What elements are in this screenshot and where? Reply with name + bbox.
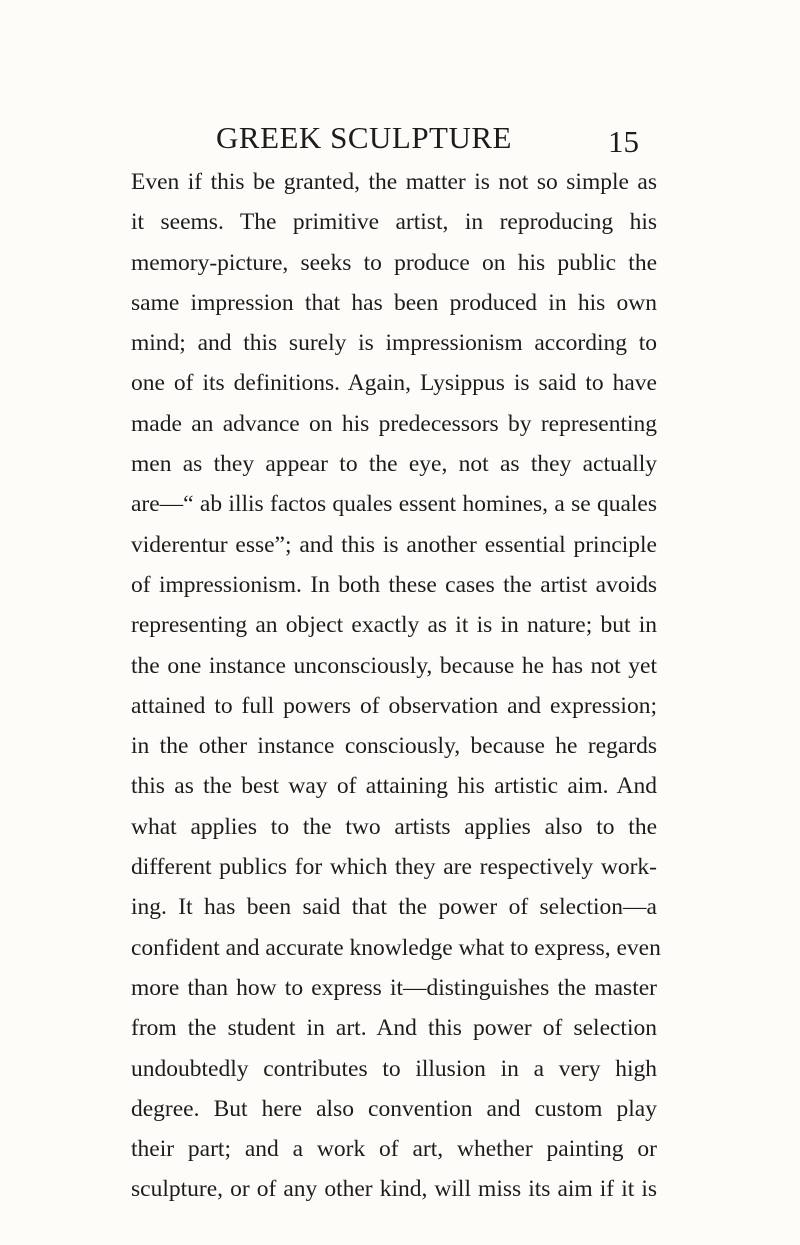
running-head-title: GREEK SCULPTURE: [216, 120, 512, 155]
body-text: [131, 162, 661, 1210]
text-line: viderentur esse”; and this is another essential principle: [131, 531, 657, 558]
page-number: 15: [608, 124, 639, 159]
text-line: from the student in art. And this power of selection: [131, 1015, 657, 1042]
text-line: ing. It has been said that the power of selection—a: [131, 894, 657, 921]
text-line: mind; and this surely is impressionism according to: [131, 330, 657, 357]
text-line: their part; and a work of art, whether painting or: [131, 1136, 657, 1163]
text-line: degree. But here also convention and custom play: [131, 1095, 657, 1122]
text-line: it seems. The primitive artist, in reproducing his: [131, 209, 657, 236]
text-line: memory-picture, seeks to produce on his public the: [131, 249, 657, 276]
text-line: in the other instance consciously, because he regards: [131, 733, 657, 760]
text-line: this as the best way of attaining his artistic aim. And: [131, 773, 657, 800]
text-line: different publics for which they are respectively work-: [131, 854, 657, 881]
text-line: attained to full powers of observation and expression;: [131, 692, 657, 719]
text-line: representing an object exactly as it is in nature; but in: [131, 612, 657, 639]
text-line: men as they appear to the eye, not as they actually: [131, 451, 657, 478]
text-line: sculpture, or of any other kind, will miss its aim if it is: [131, 1176, 657, 1203]
text-line: of impressionism. In both these cases the artist avoids: [131, 571, 657, 598]
text-line: same impression that has been produced in his own: [131, 289, 657, 316]
text-line: more than how to express it—distinguishes the master: [131, 974, 657, 1001]
text-line: are—“ ab illis factos quales essent homines, a se quales: [131, 491, 657, 518]
text-line: Even if this be granted, the matter is not so simple as: [131, 169, 657, 195]
text-line: undoubtedly contributes to illusion in a very high: [131, 1055, 657, 1082]
text-line: what applies to the two artists applies also to the: [131, 813, 657, 840]
text-line: confident and accurate knowledge what to express, even: [131, 934, 661, 961]
text-line: one of its definitions. Again, Lysippus is said to have: [131, 370, 657, 397]
text-line: made an advance on his predecessors by representing: [131, 410, 657, 437]
text-line: the one instance unconsciously, because he has not yet: [131, 652, 657, 679]
